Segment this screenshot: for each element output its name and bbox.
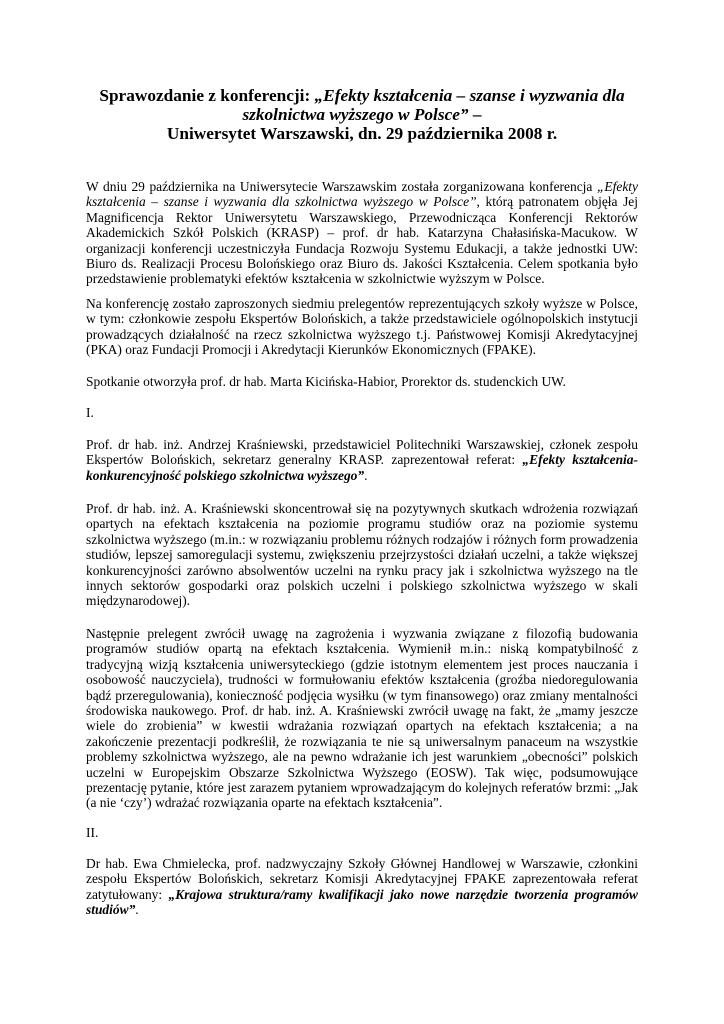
title-prefix: Sprawozdanie z konferencji:	[99, 86, 315, 105]
title-line-2	[86, 105, 638, 124]
paragraph-speaker-1-challenges: Następnie prelegent zwrócił uwagę na zagrożenia i wyzwania związane z filozofią budowania programów studiów opartą na efektach kształcenia. Wymienił m.in.: niską kompatybilność z tradycyjną wizją kształcenia uniwersyteckiego (gdzie istotnym elementem jest proces nauczania i osobowość nauczyciela), trudności w formułowaniu efektów kształcenia (groźba niedoregulowania bądź przeregulowania), konieczność podjęcia wysiłku (w tym finansowego) oraz zmiany mentalności środowiska naukowego. Prof. dr hab. inż. A. Kraśniewski zwrócił uwagę na fakt, że „mamy jeszcze wiele do zrobienia” w kwestii wdrażania rozwiązań opartych na efektach kształcenia; a na zakończenie prezentacji podkreślił, że rozwiązania te nie są uniwersalnym panaceum na wszystkie problemy szkolnictwa wyższego, ale na pewno wdrażanie ich jest warunkiem „obecności” polskich uczelni w Europejskim Obszarze Szkolnictwa Wyższego (EOSW). Tak więc, podsumowujące prezentację pytanie, które jest zarazem pytaniem wprowadzającym do kolejnych referatów brzmi: „Jak (a nie ‘czy’) wdrażać rozwiązania oparte na efektach kształcenia”.	[86, 626, 638, 811]
paragraph-speaker-2: Dr hab. Ewa Chmielecka, prof. nadzwyczajny Szkoły Głównej Handlowej w Warszawie, członkini zespołu Ekspertów Bolońskich, sekretarz Komisji Akredytacyjnej FPAKE zaprezentowała referat zatytułowany: „Krajowa struktura/ramy kwalifikacji jako nowe narzędzie tworzenia programów studiów”.	[86, 856, 639, 918]
paragraph-speaker-1: Prof. dr hab. inż. Andrzej Kraśniewski, przedstawiciel Politechniki Warszawskiej, członek zespołu Ekspertów Bolońskich, sekretarz generalny KRASP. zaprezentował referat: „Efekty kształcenia- konkurencyjność polskiego szkolnictwa wyższego”.	[86, 437, 638, 483]
paragraph-speaker-1-summary: Prof. dr hab. inż. A. Kraśniewski skoncentrował się na pozytywnych skutkach wdrożenia rozwiązań opartych na efektach kształcenia na poziomie programu studiów oraz na poziomie systemu szkolnictwa wyższego (m.in.: w rozwiązaniu problemu różnych rodzajów i różnych form prowadzenia studiów, lepszej samoregulacji systemu, zwiększeniu przejrzystości działań uczelni, a także większej konkurencyjności zarówno absolwentów uczelni na rynku pracy jak i szkolnictwa wyższego na tle innych sektorów gospodarki oraz polskich uczelni i polskiego szkolnictwa wyższego w skali międzynarodowej).	[86, 501, 638, 609]
title-line-1	[86, 86, 638, 105]
section-heading-2: II.	[86, 825, 99, 840]
title-line-3: Uniwersytet Warszawski, dn. 29 października 2008 r.	[166, 124, 558, 143]
document-title	[86, 86, 638, 143]
paragraph-speakers: Na konferencję zostało zaproszonych siedmiu prelegentów reprezentujących szkoły wyższe w Polsce, w tym: członkowie zespołu Ekspertów Bolońskich, a także przedstawiciele ogólnopolskich instytucji prowadzących działalność na rzecz szkolnictwa wyższego t.j. Państwowej Komisji Akredytacyjnej (PKA) oraz Fundacji Promocji i Akredytacji Kierunków Ekonomicznych (FPAKE).	[86, 296, 638, 358]
title-conference-name: „Efekty kształcenia – szanse i wyzwania dla	[314, 86, 625, 105]
title-conference-name-cont: szkolnictwa wyższego w Polsce”	[242, 105, 469, 124]
section-heading-1: I.	[86, 405, 94, 420]
paragraph-opening: Spotkanie otworzyła prof. dr hab. Marta Kicińska-Habior, Prorektor ds. studenckich UW.	[86, 374, 566, 389]
title-dash: –	[468, 105, 482, 124]
paragraph-intro: W dniu 29 października na Uniwersytecie Warszawskim została zorganizowana konferencja „Efekty kształcenia – szanse i wyzwania dla szkolnictwa wyższego w Polsce”, którą patronatem objęła Jej Magnificencja Rektor Uniwersytetu Warszawskiego, Przewodnicząca Konferencji Rektorów Akademickich Szkół Polskich (KRASP) – prof. dr hab. Katarzyna Chałasińska-Macukow. W organizacji konferencji uczestniczyła Fundacja Rozwoju Systemu Edukacji, a także jednostki UW: Biuro ds. Realizacji Procesu Bolońskiego oraz Biuro ds. Jakości Kształcenia. Celem spotkania było przedstawienie problematyki efektów kształcenia w szkolnictwie wyższym w Polsce.	[86, 179, 639, 287]
